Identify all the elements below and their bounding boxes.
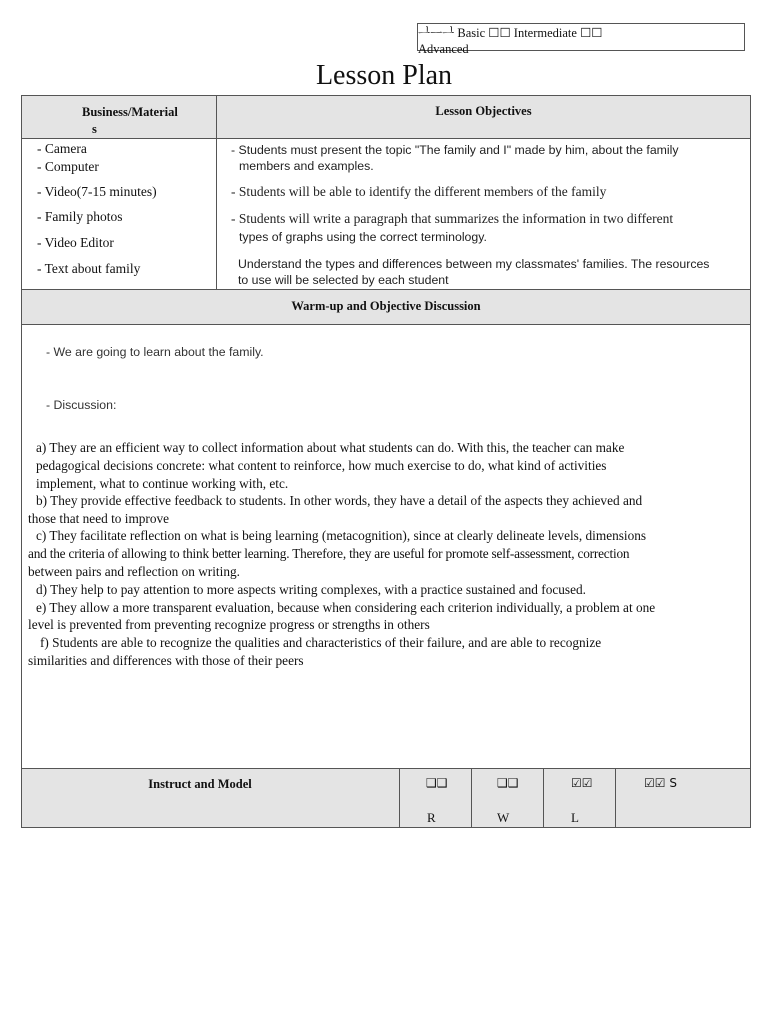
discussion-line: a) They are an efficient way to collect information about what students can do. With this, the teacher can make [36,440,625,455]
objective-line: to use will be selected by each student [238,273,449,287]
material-item: - Video(7-15 minutes) [37,184,157,199]
discussion-line: e) They allow a more transparent evaluation, because when considering each criterion individually, a problem at one [36,600,656,615]
discussion-line: pedagogical decisions concrete: what content to reinforce, how much exercise to do, what kind of activities [36,458,607,473]
listening-label: L [571,810,579,825]
listening-checkbox[interactable]: ☑☑ [571,776,593,790]
materials-header-line1: Business/Material [82,105,178,119]
objective-line: - Students will write a paragraph that summarizes the information in two different [231,211,674,226]
discussion-line: between pairs and reflection on writing. [28,564,240,579]
objective-line: types of graphs using the correct terminology. [239,230,487,244]
level-options-line: ᆜᅳᆜ Basic ☐☐ Intermediate ☐☐ [418,26,603,40]
materials-header-line2: s [92,122,97,136]
instruct-model-label: Instruct and Model [148,777,252,791]
objective-line: Understand the types and differences between my classmates' families. The resources [238,257,710,271]
level-advanced-label: Advanced [418,42,469,56]
discussion-label: - Discussion: [46,398,117,412]
objectives-header: Lesson Objectives [435,104,532,118]
materials-header [82,104,214,138]
material-item: - Video Editor [37,235,114,250]
discussion-line: d) They help to pay attention to more aspects writing complexes, with a practice sustained and focused. [36,582,586,597]
discussion-line: similarities and differences with those of their peers [28,653,304,668]
material-item: - Text about family [37,261,141,276]
discussion-line: those that need to improve [28,511,170,526]
writing-label: W [497,810,510,825]
warmup-header: Warm-up and Objective Discussion [291,299,481,313]
discussion-line: and the criteria of allowing to think better learning. Therefore, they are useful for promote self-assessment, correction [28,546,630,561]
objective-line: - Students will be able to identify the different members of the family [231,184,607,199]
objective-line: - Students must present the topic "The family and I" made by him, about the family [231,143,679,157]
speaking-checkbox[interactable]: ☑☑ S [644,776,677,790]
discussion-line: implement, what to continue working with, etc. [36,476,289,491]
discussion-line: c) They facilitate reflection on what is being learning (metacognition), since at clearly delineate levels, dimensions [36,528,647,543]
reading-label: R [427,810,436,825]
page-title: Lesson Plan [315,60,453,91]
objective-line: members and examples. [239,159,374,173]
warmup-intro: - We are going to learn about the family. [46,345,264,359]
level-selection-box [417,23,745,56]
material-item: - Computer [37,159,99,174]
writing-checkbox[interactable]: ❑❑ [497,776,519,790]
material-item: - Camera [37,141,87,156]
discussion-line: b) They provide effective feedback to students. In other words, they have a detail of the aspects they achieved and [36,493,643,508]
discussion-line: level is prevented from preventing recognize progress or strengths in others [28,617,430,632]
material-item: - Family photos [37,209,123,224]
reading-checkbox[interactable]: ❑❑ [426,776,448,790]
discussion-line: f) Students are able to recognize the qualities and characteristics of their failure, and are able to recognize [40,635,602,650]
